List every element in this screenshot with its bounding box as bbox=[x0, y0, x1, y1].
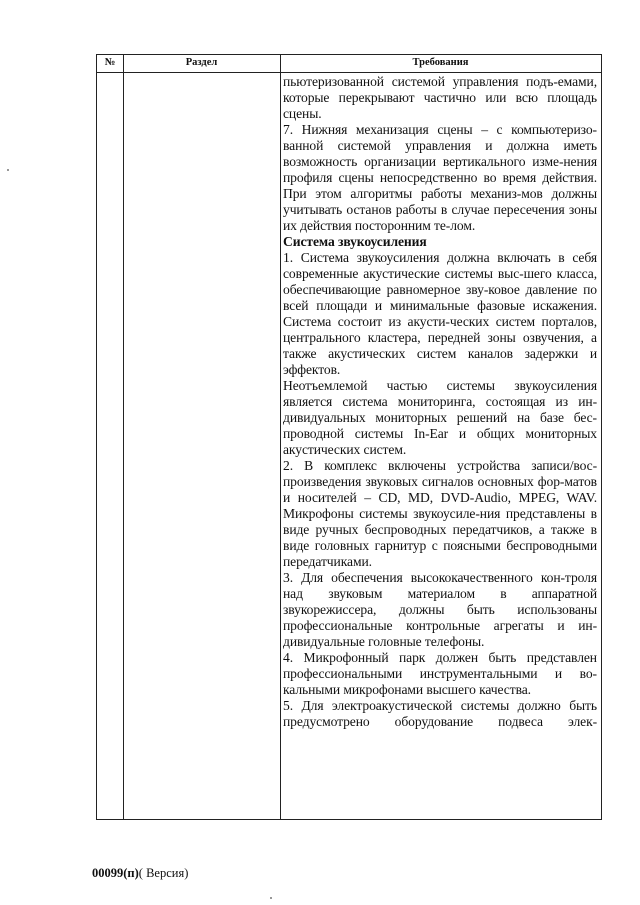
document-footer bbox=[92, 866, 188, 881]
paragraph: 2. В комплекс включены устройства записи/вос-произведения звуковых сигналов основных фор-матов и носителей – CD, MD, DVD-Audio, MPEG, WAV. Микрофоны системы звукоусиле-ния представлены в виде ручных беспроводных передатчиков, а также в виде головных гарнитур с поясными беспроводными передатчиками. bbox=[283, 458, 597, 569]
paragraph: Неотъемлемой частью системы звукоусиления является система мониторинга, состоящая из ин-дивидуальных мониторных решений на базе бес-проводной системы In-Ear и общих мониторных акустических систем. bbox=[283, 378, 597, 457]
header-number: № bbox=[104, 57, 116, 68]
column-divider bbox=[280, 55, 281, 819]
document-code: 00099(п) bbox=[92, 866, 139, 880]
paragraph: 5. Для электроакустической системы должно быть предусмотрено оборудование подвеса элек- bbox=[283, 698, 597, 729]
header-requirements: Требования bbox=[412, 57, 469, 68]
section-heading: Система звукоусиления bbox=[283, 234, 427, 249]
requirements-table bbox=[96, 54, 602, 820]
column-divider bbox=[123, 55, 124, 819]
paragraph: 7. Нижняя механизация сцены – с компьютеризо-ванной системой управления и должна иметь возможность организации вертикального изме-нения профиля сцены непосредственно во время действия. При этом алгоритмы работы механиз-мов должны учитывать останов работы в случае пересечения зоны их действия посторонним те-лом. bbox=[283, 122, 597, 233]
scan-speck bbox=[270, 897, 272, 899]
requirements-cell bbox=[283, 74, 597, 730]
document-version: ( Версия) bbox=[138, 866, 189, 880]
scan-speck bbox=[7, 169, 9, 171]
paragraph: 1. Система звукоусиления должна включать в себя современные акустические системы выс-шего класса, обеспечивающие равномерное зву-ковое давление по всей площади и минимальные фазовые искажения. Система состоит из акусти-ческих систем порталов, центрального кластера, передней зоны озвучения, а также акустических систем каналов задержки и эффектов. bbox=[283, 250, 597, 377]
paragraph: пьютеризованной системой управления подъ-емами, которые перекрывают частично или всю площадь сцены. bbox=[283, 74, 597, 121]
paragraph: 4. Микрофонный парк должен быть представлен профессиональными инструментальными и во-кальными микрофонами высшего качества. bbox=[283, 650, 597, 697]
paragraph: 3. Для обеспечения высококачественного кон-троля над звуковым материалом в аппаратной звукорежиссера, должны быть использованы профессиональные контрольные агрегаты и ин-дивидуальные головные телефоны. bbox=[283, 570, 597, 649]
header-section: Раздел bbox=[185, 57, 218, 68]
table-header-row bbox=[97, 55, 601, 73]
